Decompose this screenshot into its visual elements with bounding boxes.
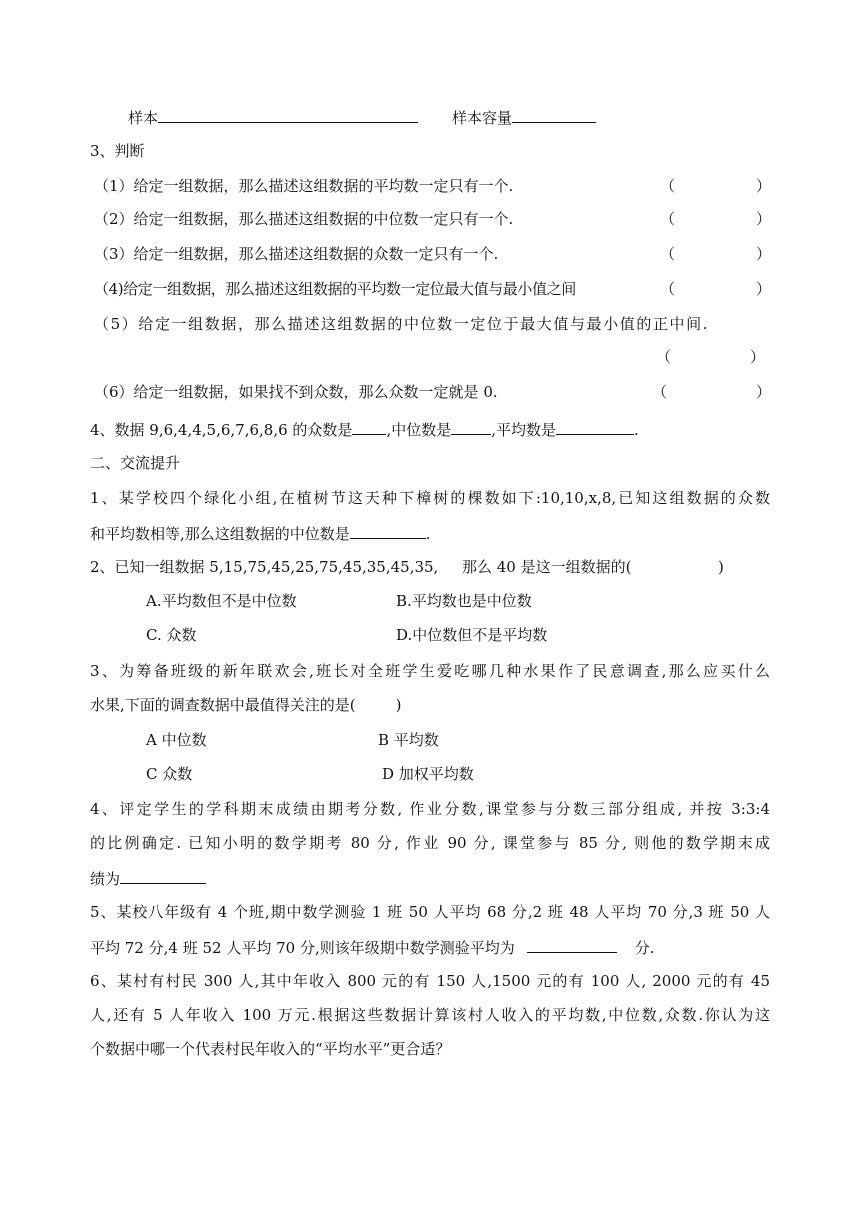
p3-line1: 3、为筹备班级的新年联欢会,班长对全班学生爱吃哪几种水果作了民意调查,那么应买什么: [90, 662, 770, 680]
paren-open: （: [660, 177, 676, 195]
p2-option-b: B.平均数也是中位数: [396, 592, 532, 610]
p3-text: 水果,下面的调查数据中最值得关注的是(: [90, 696, 356, 714]
p5-line1: 5、某校八年级有 4 个班,期中数学测验 1 班 50 人平均 68 分,2 班 48 人平均 70 分,3 班 50 人: [90, 903, 770, 921]
p2-stem-b: 那么 40 是这一组数据的(: [462, 558, 632, 576]
judge-item-6: （6）给定一组数据，如果找不到众数，那么众数一定就是 0.: [94, 383, 498, 401]
p2-stem-a: 2、已知一组数据 5,15,75,45,25,75,45,35,45,35,: [90, 558, 439, 576]
p4-line1: 4、评定学生的学科期末成绩由期考分数, 作业分数,课堂参与分数三部分组成, 并按 3:3:4: [90, 800, 770, 818]
judge-item-2: （2）给定一组数据，那么描述这组数据的中位数一定只有一个.: [94, 210, 514, 228]
p4-blank[interactable]: [120, 867, 206, 884]
p5-text: 平均 72 分,4 班 52 人平均 70 分,则该年级期中数学测验平均为: [90, 939, 515, 957]
p5-line2: [90, 936, 655, 958]
paren-close: ）: [756, 210, 772, 228]
p3-option-b: B 平均数: [378, 731, 439, 749]
q4-median-blank[interactable]: [451, 418, 491, 435]
q4-line: [90, 418, 639, 440]
p3-option-d: D 加权平均数: [382, 765, 474, 783]
paren-open: （: [652, 383, 668, 401]
sample-size-label: 样本容量: [452, 109, 513, 127]
judge-answer-1[interactable]: [660, 176, 675, 196]
sample-label: 样本: [128, 109, 159, 127]
judge-answer-4[interactable]: [660, 279, 675, 299]
p1-end: .: [425, 525, 431, 543]
judge-item-3: （3）给定一组数据，那么描述这组数据的众数一定只有一个.: [94, 245, 499, 263]
p2-option-c: C. 众数: [146, 626, 197, 644]
paren-close: ）: [756, 280, 772, 298]
judge-answer-6-close: [756, 382, 771, 402]
judge-answer-2-close: [756, 209, 771, 229]
paren-open: （: [660, 245, 676, 263]
judge-item-4: （4)给定一组数据，那么描述这组数据的平均数一定位最大值与最小值之间: [94, 280, 576, 298]
p6-line1: 6、某村有村民 300 人,其中年收入 800 元的有 150 人,1500 元的有 100 人, 2000 元的有 45: [90, 972, 770, 990]
p3-line2: [90, 695, 401, 715]
paren-open: （: [660, 280, 676, 298]
p1-blank[interactable]: [350, 522, 426, 539]
p1-line2: [90, 522, 431, 544]
p1-line1: 1、某学校四个绿化小组,在植树节这天种下樟树的棵数如下:10,10,x,8,已知这组数据的众数: [90, 489, 770, 507]
judge-heading: 3、判断: [90, 142, 145, 160]
judge-answer-5-close: [750, 347, 765, 367]
q4-end: .: [634, 421, 639, 439]
paren-close: ）: [750, 348, 766, 366]
judge-item-5: （5）给定一组数据，那么描述这组数据的中位数一定位于最大值与最小值的正中间.: [94, 315, 710, 333]
sample-blank[interactable]: [158, 106, 418, 123]
q4-text-median: ,中位数是: [386, 421, 452, 439]
judge-answer-1-close: [756, 176, 771, 196]
p1-text: 和平均数相等,那么这组数据的中位数是: [90, 525, 350, 543]
p3-option-a: A 中位数: [146, 731, 207, 749]
sample-size-blank[interactable]: [512, 106, 596, 123]
q4-text-mean: ,平均数是: [491, 421, 556, 439]
judge-answer-6[interactable]: [652, 382, 667, 402]
judge-answer-3-close: [756, 244, 771, 264]
sample-row: [128, 106, 418, 128]
p4-line2: 的比例确定. 已知小明的数学期考 80 分, 作业 90 分, 课堂参与 85 分, 则他的数学期末成: [90, 834, 770, 852]
section2-heading: 二、交流提升: [90, 454, 181, 472]
q4-mode-blank[interactable]: [352, 418, 386, 435]
p2-option-d: D.中位数但不是平均数: [396, 626, 548, 644]
sample-size-row: [452, 106, 596, 128]
judge-item-1: （1）给定一组数据，那么描述这组数据的平均数一定只有一个.: [94, 177, 514, 195]
p2-option-a: A.平均数但不是中位数: [146, 592, 297, 610]
q4-text-mode: 4、数据 9,6,4,4,5,6,7,6,8,6 的众数是: [90, 421, 353, 439]
p5-end: 分.: [634, 939, 655, 957]
p2-stem-c: ): [718, 558, 724, 576]
p4-line3: [90, 867, 206, 889]
p3-end: ): [395, 696, 402, 714]
p4-text: 绩为: [90, 870, 121, 888]
paren-close: ）: [756, 383, 772, 401]
paren-open: （: [656, 348, 672, 366]
p5-blank[interactable]: [527, 936, 617, 953]
judge-answer-3[interactable]: [660, 244, 675, 264]
judge-answer-5[interactable]: [656, 347, 671, 367]
paren-open: （: [660, 210, 676, 228]
judge-answer-2[interactable]: [660, 209, 675, 229]
p6-line2: 人,还有 5 人年收入 100 万元.根据这些数据计算该村人收入的平均数,中位数,众数.你认为这: [90, 1006, 770, 1024]
q4-mean-blank[interactable]: [556, 418, 634, 435]
paren-close: ）: [756, 177, 772, 195]
paren-close: ）: [756, 245, 772, 263]
judge-answer-4-close: [756, 279, 771, 299]
p6-line3: 个数据中哪一个代表村民年收入的“平均水平”更合适？: [90, 1040, 451, 1058]
p3-option-c: C 众数: [146, 765, 193, 783]
